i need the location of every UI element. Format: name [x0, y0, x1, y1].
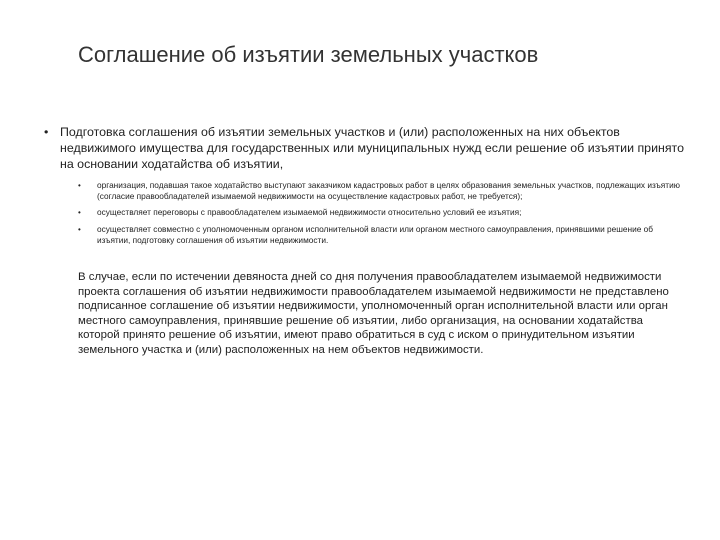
- bullet-marker: •: [44, 125, 49, 139]
- sub-bullet-item: [78, 224, 684, 246]
- sub-bullet-item: [78, 207, 684, 218]
- slide-title: Соглашение об изъятии земельных участков: [78, 42, 539, 67]
- sub-bullet-text: осуществляет совместно с уполномоченным органом исполнительной власти или органом местного самоуправления, принявшими решение об изъятии, подготовку соглашения об изъятии недвижимости.: [97, 223, 654, 245]
- sub-bullet-list: [78, 180, 684, 251]
- sub-bullet-text: организация, подавшая такое ходатайство выступают заказчиком кадастровых работ в целях образования земельных участков, подлежащих изъятию (согласие правообладателей изымаемой недвижимости на осуществление кадастровых работ, не требуется);: [97, 180, 680, 202]
- bullet-marker: •: [78, 181, 81, 190]
- main-bullet: [44, 124, 684, 173]
- sub-bullet-item: [78, 180, 684, 202]
- bullet-marker: •: [78, 224, 81, 234]
- bullet-marker: •: [78, 208, 81, 218]
- sub-bullet-text: осуществляет переговоры с правообладателем изымаемой недвижимости относительно условий ее изъятия;: [97, 207, 522, 218]
- body-paragraph: В случае, если по истечении девяноста дней со дня получения правообладателем изымаемой недвижимости проекта соглашения об изъятии недвижимости правообладателем изымаемой недвижимости не представлено подписанное соглашение об изъятии недвижимости, уполномоченный орган исполнительной власти или орган местного самоуправления, принявшие решение об изъятии, либо организация, на основании ходатайства которой принято решение об изъятии, имеют право обратиться в суд с иском о принудительном изъятии земельного участка и (или) расположенных на нем объектов недвижимости.: [78, 271, 669, 356]
- main-bullet-text: Подготовка соглашения об изъятии земельных участков и (или) расположенных на них объектов недвижимого имущества для государственных или муниципальных нужд если решение об изъятии принято на основании ходатайства об изъятии,: [60, 125, 684, 172]
